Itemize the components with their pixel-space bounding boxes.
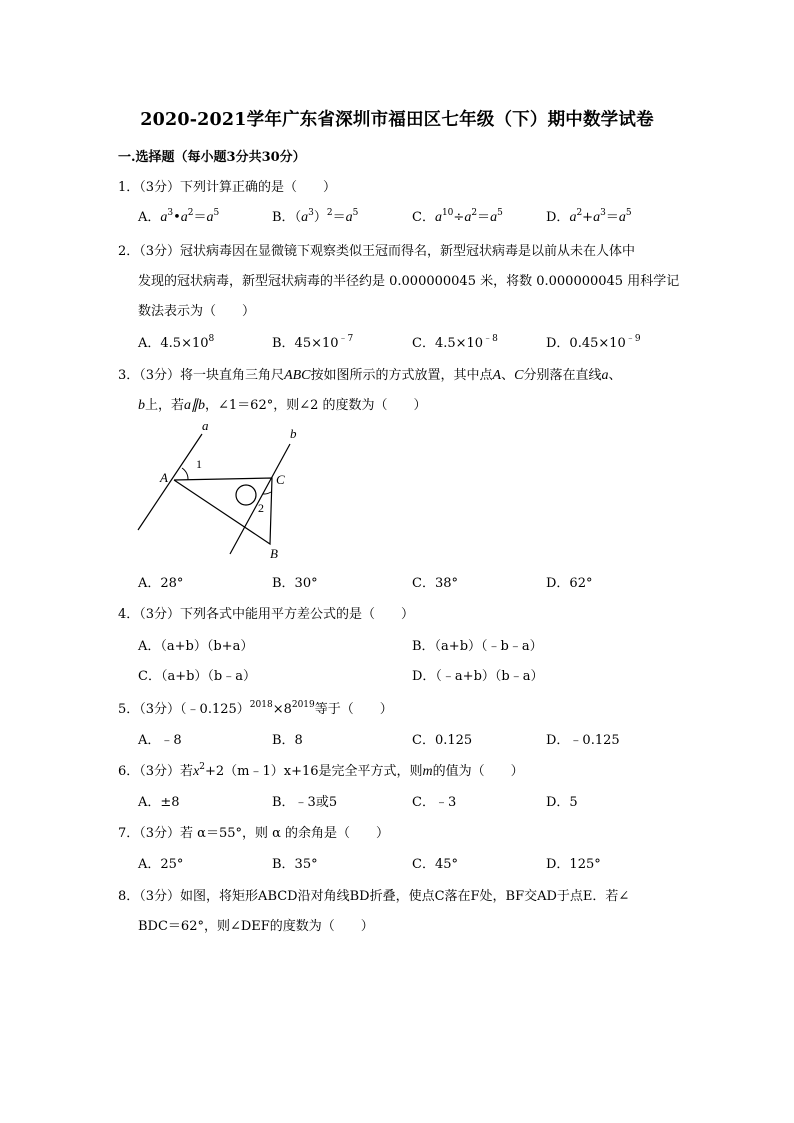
label-a: a bbox=[202, 418, 209, 433]
q3-option-c: C．38° bbox=[412, 576, 458, 591]
q2-option-b: B．$45\times 10^{﹣7}$ bbox=[272, 334, 354, 351]
label-1: 1 bbox=[196, 457, 202, 471]
q7-option-d: D．125° bbox=[546, 857, 601, 872]
question-number: 8． bbox=[118, 889, 140, 904]
question-1 bbox=[118, 176, 336, 195]
question-text: （3分）若 α＝55°，则 α 的余角是（ ） bbox=[139, 826, 390, 841]
q5-option-c: C．0.125 bbox=[412, 733, 473, 748]
question-3-line-2: b上，若a∥b，∠1＝62°，则∠2 的度数为（ ） bbox=[138, 398, 427, 413]
q6-option-c: C．﹣3 bbox=[412, 795, 457, 810]
label-b: b bbox=[290, 426, 297, 441]
q5-option-d: D．﹣0.125 bbox=[546, 733, 620, 748]
question-2-line-2: 发现的冠状病毒，新型冠状病毒的半径约是 0.000000045 米，将数 0.000000045 用科学记 bbox=[138, 274, 680, 289]
question-number: 6． bbox=[118, 764, 140, 779]
q3-option-d: D．62° bbox=[546, 576, 593, 591]
q3-option-b: B．30° bbox=[272, 576, 318, 591]
q1-option-d: D．$a^2+a^3=a^5$ bbox=[546, 208, 632, 225]
question-8 bbox=[118, 885, 629, 904]
label-B: B bbox=[270, 546, 278, 561]
question-text: （3分）如图，将矩形ABCD沿对角线BD折叠，使点C落在F处，BF交AD于点E．若∠ bbox=[139, 889, 630, 904]
q7-option-b: B．35° bbox=[272, 857, 318, 872]
q6-option-a: A．±8 bbox=[138, 795, 180, 810]
question-number: 4． bbox=[118, 607, 140, 622]
label-A: A bbox=[160, 470, 168, 485]
q7-option-a: A．25° bbox=[138, 857, 184, 872]
question-2 bbox=[118, 240, 635, 259]
q5-option-a: A．﹣8 bbox=[138, 733, 182, 748]
question-5: 5．（3分）$(﹣0.125)^{2018}\times 8^{2019}$等于（ ） bbox=[118, 700, 393, 717]
question-7 bbox=[118, 822, 389, 841]
line-a bbox=[138, 434, 202, 530]
q2-option-c: C．$4.5\times 10^{﹣8}$ bbox=[412, 334, 498, 351]
label-2: 2 bbox=[258, 501, 264, 515]
question-number: 7． bbox=[118, 826, 140, 841]
page-title: 2020-2021学年广东省深圳市福田区七年级（下）期中数学试卷 bbox=[140, 110, 654, 130]
q4-option-b: B．（a+b）（﹣b﹣a） bbox=[412, 639, 543, 654]
question-text: （3分）下列各式中能用平方差公式的是（ ） bbox=[139, 607, 415, 622]
q5-option-b: B．8 bbox=[272, 733, 303, 748]
question-8-line-2: BDC＝62°，则∠DEF的度数为（ ） bbox=[138, 919, 374, 934]
q3-figure bbox=[130, 416, 320, 561]
q1-option-b: B．$(a^3)^2=a^5$ bbox=[272, 208, 359, 225]
q1-option-a: A．$a^3•a^2=a^5$ bbox=[138, 208, 220, 225]
question-number: 5． bbox=[118, 702, 140, 717]
q3-option-a: A．28° bbox=[138, 576, 184, 591]
question-number: 3． bbox=[118, 368, 140, 383]
q2-option-d: D．$0.45\times 10^{﹣9}$ bbox=[546, 334, 641, 351]
label-C: C bbox=[276, 472, 285, 487]
q7-option-c: C．45° bbox=[412, 857, 458, 872]
angle-1-arc bbox=[182, 468, 188, 480]
q4-option-a: A．（a+b）（b+a） bbox=[138, 639, 254, 654]
question-number: 1． bbox=[118, 180, 140, 195]
q2-option-a: A．$4.5\times 10^8$ bbox=[138, 334, 215, 351]
question-6: 6．（3分）若$x^2+2(m﹣1)x+16$是完全平方式，则m的值为（ ） bbox=[118, 762, 524, 779]
triangle-hole bbox=[236, 485, 256, 505]
question-number: 2． bbox=[118, 244, 140, 259]
section-heading: 一.选择题（每小题3分共30分） bbox=[118, 150, 306, 165]
question-text: （3分）冠状病毒因在显微镜下观察类似王冠而得名，新型冠状病毒是以前从未在人体中 bbox=[139, 244, 636, 259]
question-3: 3．（3分）将一块直角三角尺ABC按如图所示的方式放置，其中点A、C分别落在直线a、 bbox=[118, 368, 622, 383]
q4-option-d: D．（﹣a+b）（b﹣a） bbox=[412, 669, 544, 684]
q6-option-d: D．5 bbox=[546, 795, 578, 810]
q1-option-c: C．$a^{10}\div a^2=a^5$ bbox=[412, 208, 503, 225]
question-text: （3分）下列计算正确的是（ ） bbox=[139, 180, 337, 195]
question-4 bbox=[118, 603, 414, 622]
question-2-line-3: 数法表示为（ ） bbox=[138, 304, 256, 319]
q4-option-c: C．（a+b）（b﹣a） bbox=[138, 669, 256, 684]
q6-option-b: B．﹣3或5 bbox=[272, 795, 338, 810]
